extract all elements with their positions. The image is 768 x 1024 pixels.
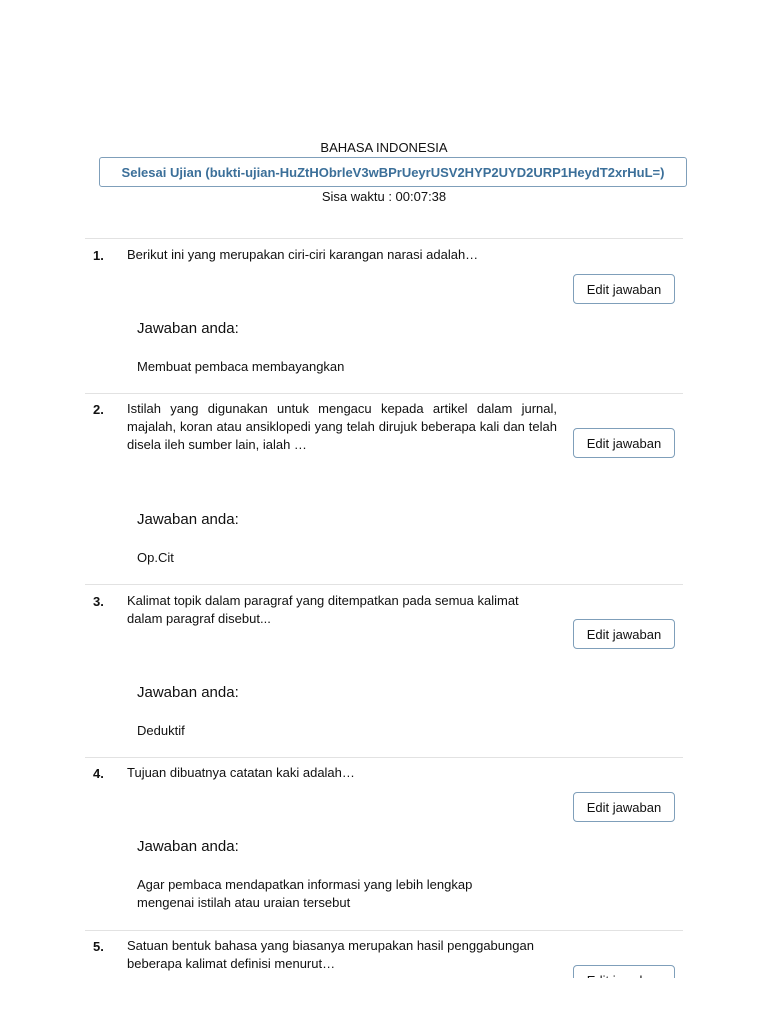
question-text: Tujuan dibuatnya catatan kaki adalah… xyxy=(127,765,355,780)
answer-heading: Jawaban anda: xyxy=(137,511,239,528)
answer-heading: Jawaban anda: xyxy=(137,838,239,855)
edit-answer-button[interactable]: Edit jawaban xyxy=(573,792,675,822)
question-number: 5. xyxy=(93,939,104,954)
edit-answer-button[interactable]: Edit jawaban xyxy=(573,274,675,304)
question-text: Istilah yang digunakan untuk mengacu kepada artikel dalam jurnal, majalah, koran atau ansiklopedi yang telah dirujuk beberapa kali dan telah disela ileh sumber lain, ialah … xyxy=(127,401,557,452)
edit-answer-button[interactable]: Edit jawaban xyxy=(573,619,675,649)
divider xyxy=(85,584,683,585)
divider xyxy=(85,757,683,758)
answer-text: Agar pembaca mendapatkan informasi yang lebih lengkap mengenai istilah atau uraian tersebut xyxy=(137,877,473,910)
question-text: Berikut ini yang merupakan ciri-ciri karangan narasi adalah… xyxy=(127,247,479,262)
edit-answer-button[interactable]: Edit jawaban xyxy=(573,428,675,458)
question-number: 2. xyxy=(93,402,104,417)
question-number: 4. xyxy=(93,766,104,781)
divider xyxy=(85,930,683,931)
answer-text: Deduktif xyxy=(137,723,185,738)
question-text: Kalimat topik dalam paragraf yang ditempatkan pada semua kalimat dalam paragraf disebut... xyxy=(127,593,519,626)
answer-heading: Jawaban anda: xyxy=(137,684,239,701)
answer-heading: Jawaban anda: xyxy=(137,320,239,337)
answer-text: Membuat pembaca membayangkan xyxy=(137,359,345,374)
divider xyxy=(85,393,683,394)
finish-exam-button[interactable]: Selesai Ujian (bukti-ujian-HuZtHObrleV3wBPrUeyrUSV2HYP2UYD2URP1HeydT2xrHuL=) xyxy=(99,157,687,187)
page-bottom-margin xyxy=(0,978,768,1024)
question-number: 3. xyxy=(93,594,104,609)
answer-text: Op.Cit xyxy=(137,550,174,565)
time-remaining: Sisa waktu : 00:07:38 xyxy=(321,189,447,204)
subject-title: BAHASA INDONESIA xyxy=(320,140,448,155)
question-text: Satuan bentuk bahasa yang biasanya merupakan hasil penggabungan beberapa kalimat definisi menurut… xyxy=(127,938,534,971)
exam-header xyxy=(0,140,768,155)
question-number: 1. xyxy=(93,248,104,263)
divider xyxy=(85,238,683,239)
